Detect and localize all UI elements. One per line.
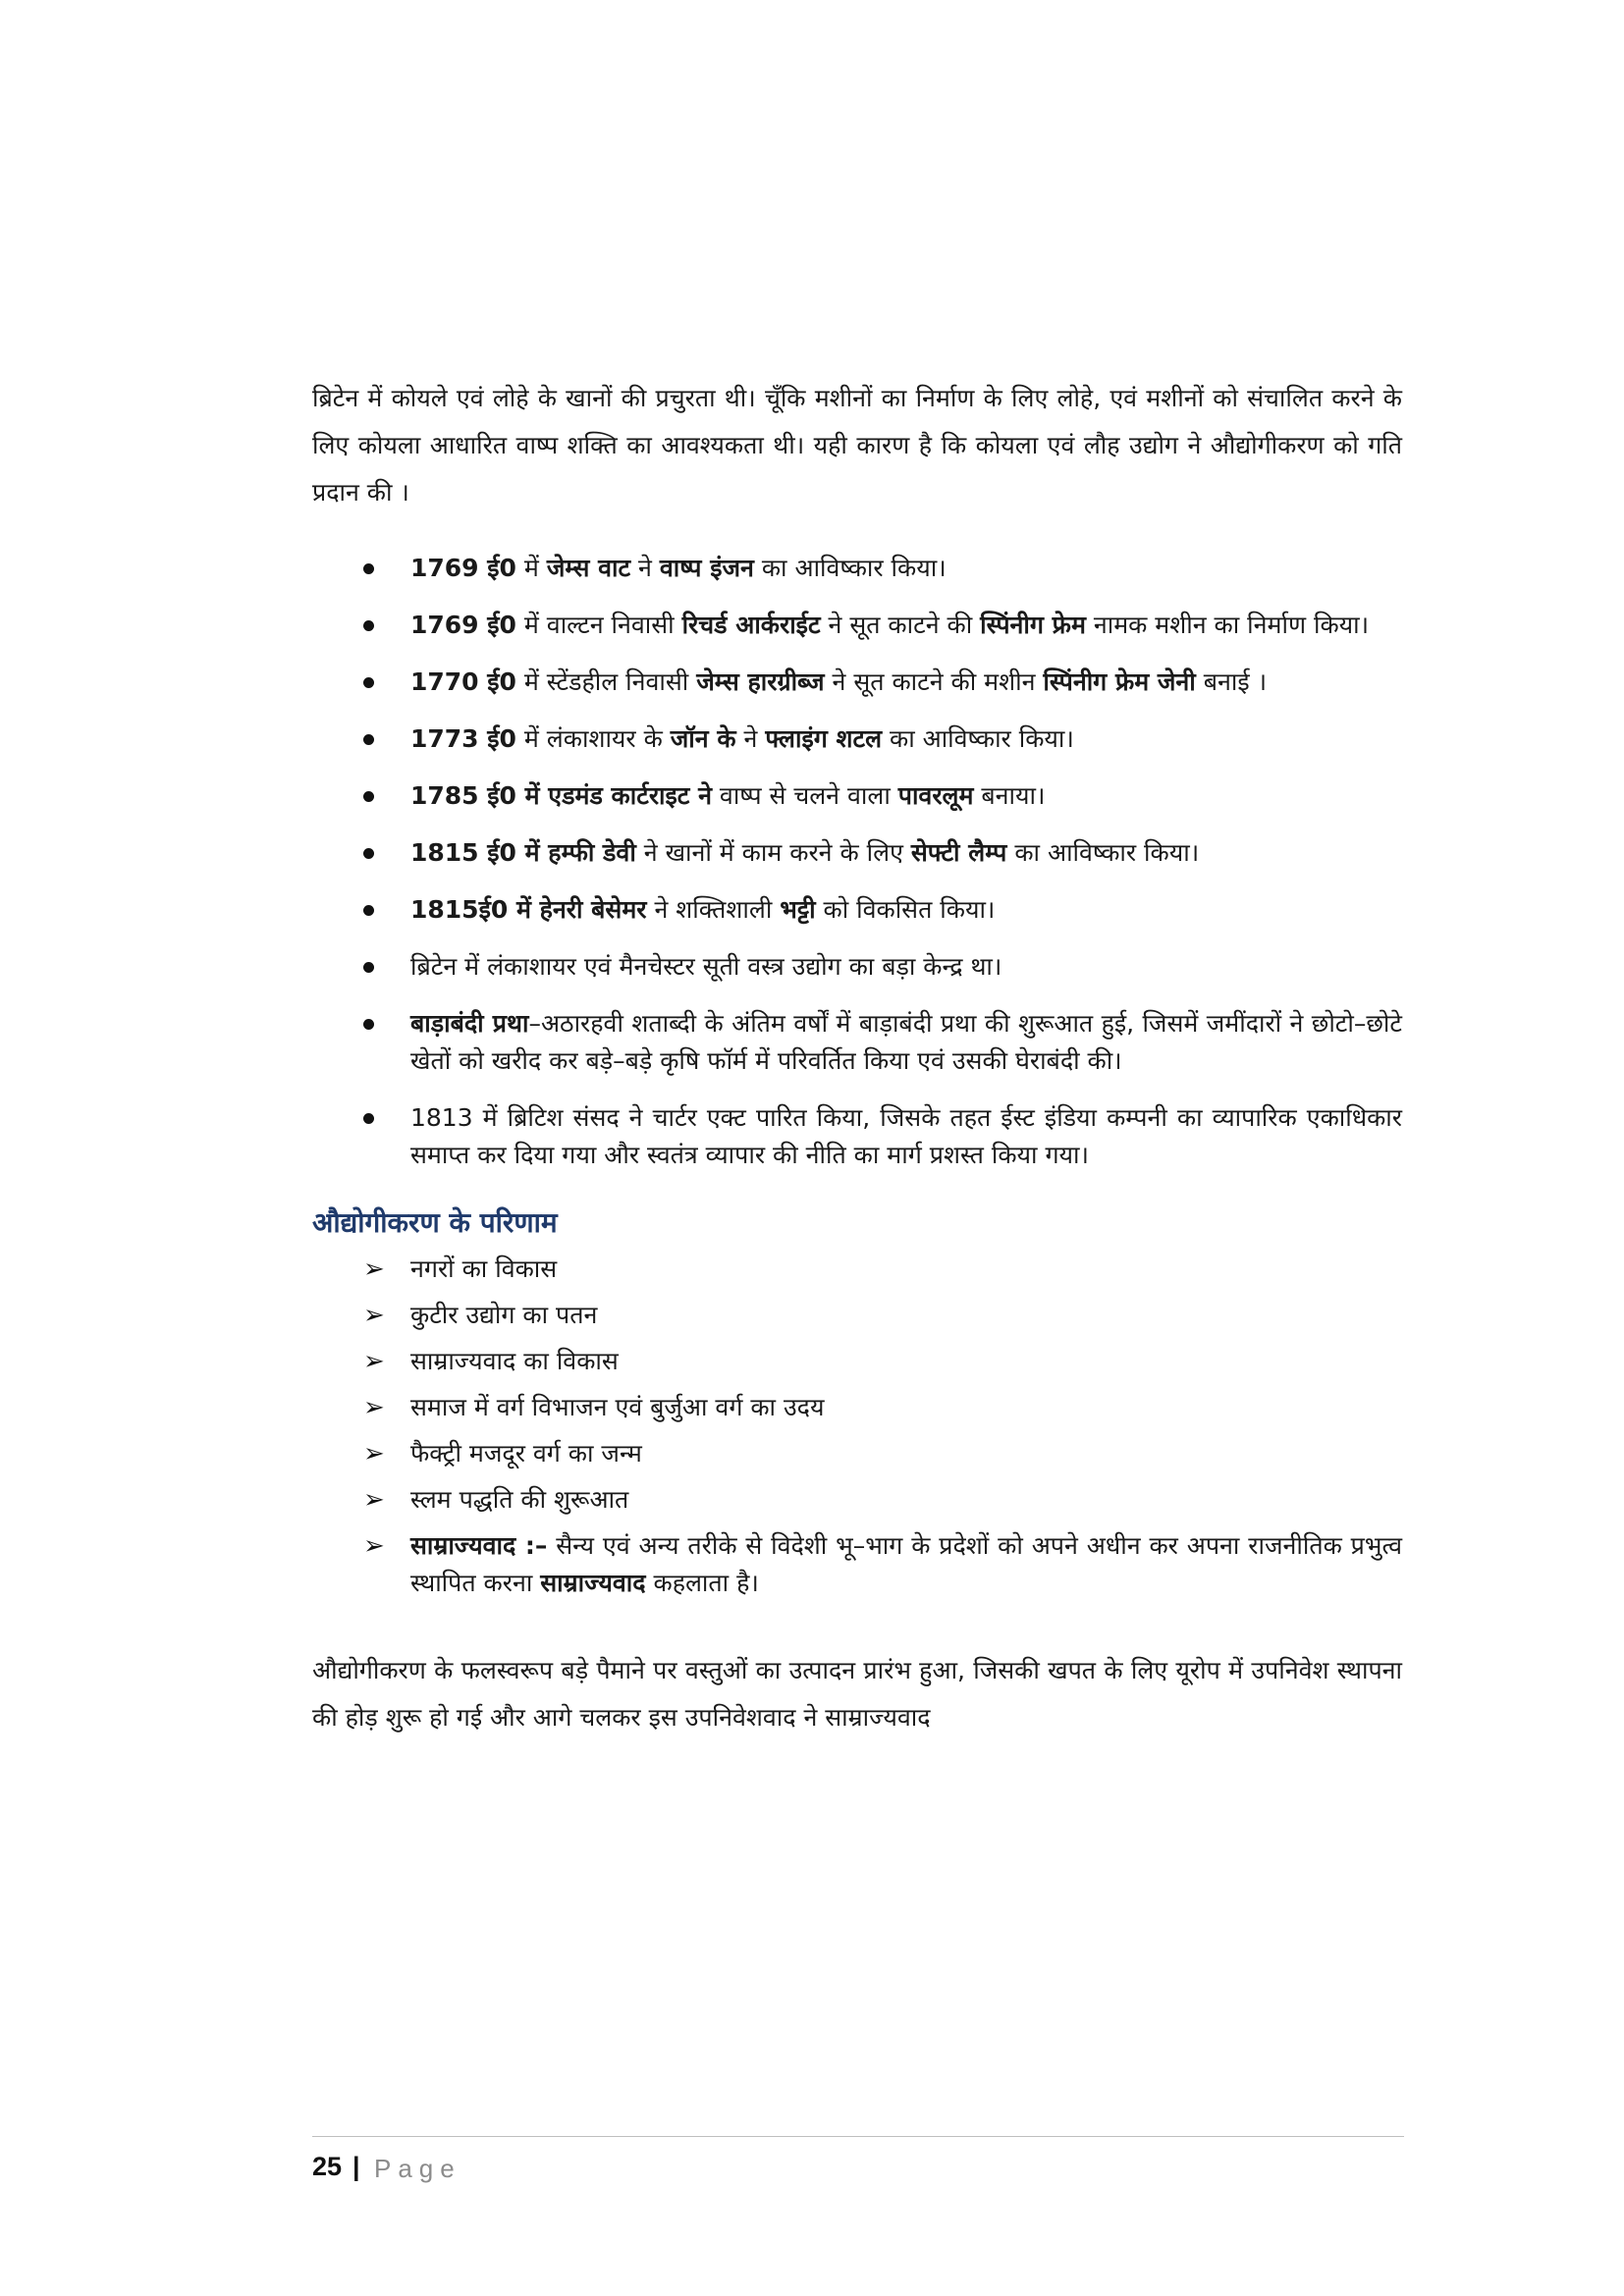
bullet-icon: [363, 620, 374, 631]
page-footer: [312, 2136, 1404, 2183]
list-item: 1773 ई0 में लंकाशायर के जॉन के ने फ्लाइंग शटल का आविष्कार किया।: [312, 721, 1402, 758]
list-item: 1815ई0 में हेनरी बेसेमर ने शक्तिशाली भट्टी को विकसित किया।: [312, 891, 1402, 929]
arrow-bullet-icon: ➢: [363, 1531, 385, 1561]
arrow-bullet-icon: ➢: [363, 1393, 385, 1422]
list-item: 1815 ई0 में हम्फी डेवी ने खानों में काम करने के लिए सेफ्टी लैम्प का आविष्कार किया।: [312, 834, 1402, 872]
list-item: ➢ साम्राज्यवाद :– सैन्य एवं अन्य तरीके से विदेशी भू–भाग के प्रदेशों को अपने अधीन कर अपना राजनीतिक प्रभुत्व स्थापित करना साम्राज्यवाद कहलाता है।: [312, 1527, 1402, 1602]
arrow-bullet-icon: ➢: [363, 1301, 385, 1330]
arrow-bullet-icon: ➢: [363, 1439, 385, 1468]
intro-paragraph: ब्रिटेन में कोयले एवं लोहे के खानों की प्रचुरता थी। चूँकि मशीनों का निर्माण के लिए लोहे, एवं मशीनों को संचालित करने के लिए कोयला आधारित वाष्प शक्ति का आवश्यकता थी। यही कारण है कि कोयला एवं लौह उद्योग ने औद्योगीकरण को गति प्रदान की ।: [312, 384, 1402, 507]
footer-separator: |: [352, 2152, 360, 2181]
closing-paragraph: औद्योगीकरण के फलस्वरूप बड़े पैमाने पर वस्तुओं का उत्पादन प्रारंभ हुआ, जिसकी खपत के लिए यूरोप में उपनिवेश स्थापना की होड़ शुरू हो गई और आगे चलकर इस उपनिवेशवाद ने साम्राज्यवाद: [312, 1656, 1402, 1732]
page-number: 25: [312, 2152, 343, 2181]
list-item: 1813 में ब्रिटिश संसद ने चार्टर एक्ट पारित किया, जिसके तहत ईस्ट इंडिया कम्पनी का व्यापारिक एकाधिकार समाप्त कर दिया गया और स्वतंत्र व्यापार की नीति का मार्ग प्रशस्त किया गया।: [312, 1099, 1402, 1174]
list-item: ➢ साम्राज्यवाद का विकास: [312, 1343, 1402, 1380]
bullet-icon: [363, 962, 374, 973]
arrow-bullet-icon: ➢: [363, 1485, 385, 1515]
footer-divider: [312, 2136, 1404, 2137]
bullet-icon: [363, 848, 374, 859]
arrow-bullet-icon: ➢: [363, 1255, 385, 1284]
inventions-list: [312, 550, 1402, 1174]
list-item: 1770 ई0 में स्टेंडहील निवासी जेम्स हारग्रीब्ज ने सूत काटने की मशीन स्पिंनीग फ्रेम जेनी बनाई ।: [312, 664, 1402, 701]
bullet-icon: [363, 677, 374, 688]
page-label: Page: [374, 2154, 461, 2183]
list-item: 1785 ई0 में एडमंड कार्टराइट ने वाष्प से चलने वाला पावरलूम बनाया।: [312, 777, 1402, 815]
list-item: 1769 ई0 में वाल्टन निवासी रिचर्ड आर्कराईट ने सूत काटने की स्पिंनीग फ्रेम नामक मशीन का निर्माण किया।: [312, 607, 1402, 644]
list-item: बाड़ाबंदी प्रथा–अठारहवी शताब्दी के अंतिम वर्षों में बाड़ाबंदी प्रथा की शुरूआत हुई, जिसमें जमींदारों ने छोटो–छोटे खेतों को खरीद कर बड़े–बड़े कृषि फॉर्म में परिवर्तित किया एवं उसकी घेराबंदी की।: [312, 1005, 1402, 1080]
arrow-bullet-icon: ➢: [363, 1347, 385, 1376]
list-item: ➢ फैक्ट्री मजदूर वर्ग का जन्म: [312, 1435, 1402, 1472]
bullet-icon: [363, 1019, 374, 1030]
list-item: ➢ नगरों का विकास: [312, 1251, 1402, 1288]
list-item: 1769 ई0 में जेम्स वाट ने वाष्प इंजन का आविष्कार किया।: [312, 550, 1402, 587]
list-item: ब्रिटेन में लंकाशायर एवं मैनचेस्टर सूती वस्त्र उद्योग का बड़ा केन्द्र था।: [312, 948, 1402, 986]
results-list: [312, 1251, 1402, 1602]
bullet-icon: [363, 734, 374, 745]
section-heading: औद्योगीकरण के परिणाम: [312, 1206, 558, 1239]
page-content: [312, 375, 1402, 1741]
bullet-icon: [363, 791, 374, 802]
bullet-icon: [363, 905, 374, 916]
bullet-icon: [363, 1113, 374, 1124]
list-item: ➢ कुटीर उद्योग का पतन: [312, 1297, 1402, 1334]
list-item: ➢ समाज में वर्ग विभाजन एवं बुर्जुआ वर्ग का उदय: [312, 1389, 1402, 1426]
list-item: ➢ स्लम पद्धति की शुरूआत: [312, 1481, 1402, 1519]
bullet-icon: [363, 563, 374, 574]
